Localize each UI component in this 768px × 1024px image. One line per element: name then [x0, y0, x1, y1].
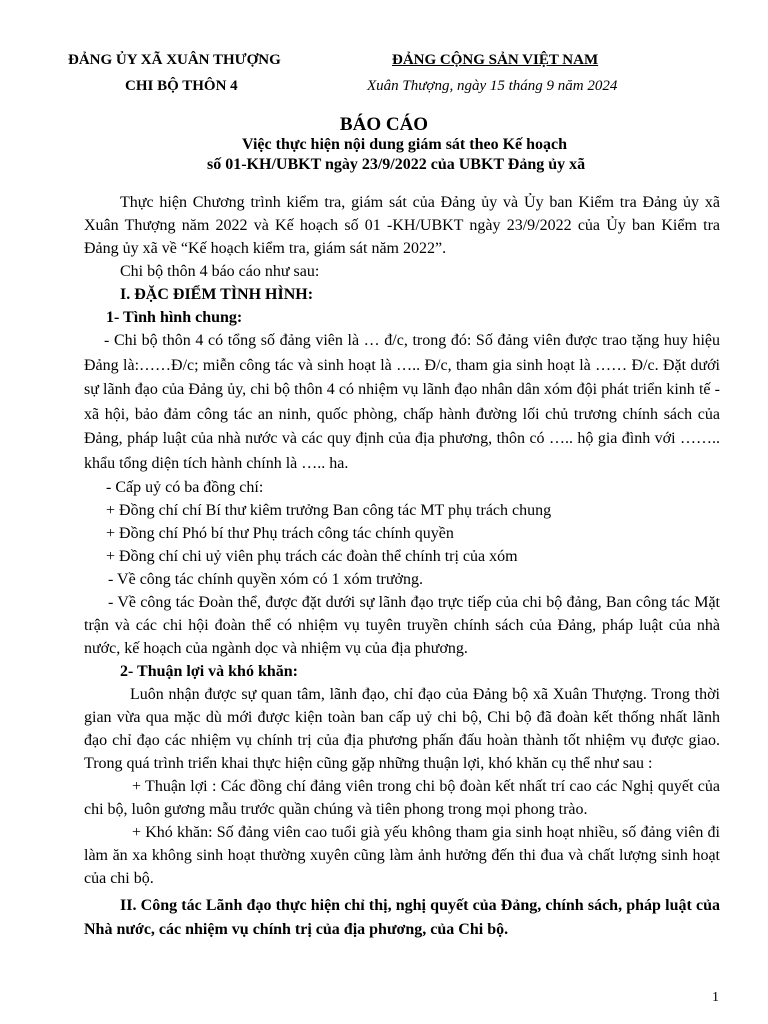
- advantages-paragraph: + Thuận lợi : Các đồng chí đảng viên trong chi bộ đoàn kết nhất trí cao các Nghị quyết của chi bộ, luôn gương mẫu trước quần chúng và tiên phong trong mọi phong trào.: [84, 778, 720, 818]
- issuer-name: ĐẢNG ỦY XÃ XUÂN THƯỢNG: [68, 52, 281, 68]
- document-subtitle-line1: Việc thực hiện nội dung giám sát theo Kế hoạch: [242, 136, 568, 153]
- committee-item: + Đồng chí Phó bí thư Phụ trách công tác chính quyền: [106, 525, 454, 542]
- section-heading-I: I. ĐẶC ĐIỂM TÌNH HÌNH:: [120, 286, 314, 303]
- intro-paragraph: Thực hiện Chương trình kiểm tra, giám sát của Đảng ủy và Ủy ban Kiểm tra Đảng ủy xã Xuân Thượng năm 2022 và Kế hoạch số 01 -KH/UBKT ngày 23/9/2022 của Ủy ban Kiểm tra Đảng ủy xã về “Kế hoạch kiểm tra, giám sát năm 2022”.: [84, 194, 720, 257]
- party-name: ĐẢNG CỘNG SẢN VIỆT NAM: [392, 52, 599, 68]
- support-paragraph: Luôn nhận được sự quan tâm, lãnh đạo, chỉ đạo của Đảng bộ xã Xuân Thượng. Trong thời gian vừa qua mặc dù mới được kiện toàn ban cấp uỷ chi bộ, Chi bộ đã đoàn kết thống nhất lãnh đạo chỉ đạo các nhiệm vụ chính trị của địa phương phấn đấu hoàn thành tốt nhiệm vụ được giao. Trong quá trình triển khai thực hiện cũng gặp những thuận lợi, khó khăn cụ thể như sau :: [84, 686, 720, 772]
- committee-item: + Đồng chí chí Bí thư kiêm trưởng Ban công tác MT phụ trách chung: [106, 502, 552, 519]
- difficulties-paragraph: + Khó khăn: Số đảng viên cao tuổi già yếu không tham gia sinh hoạt nhiều, số đảng viên đi làm ăn xa không sinh hoạt thường xuyên cũng làm ảnh hưởng đến thi đua và chất lượng sinh hoạt của chi bộ.: [84, 824, 720, 887]
- subsection-heading-2: 2- Thuận lợi và khó khăn:: [120, 663, 298, 680]
- subsection-heading-1: 1- Tình hình chung:: [106, 309, 243, 326]
- intro-line: Chi bộ thôn 4 báo cáo như sau:: [120, 263, 320, 280]
- document-body: [84, 191, 720, 942]
- issuer-unit: CHI BỘ THÔN 4: [125, 78, 238, 94]
- page-number: 1: [712, 990, 719, 1005]
- document-title: BÁO CÁO: [339, 114, 429, 135]
- organizations-paragraph: - Về công tác Đoàn thể, được đặt dưới sự lãnh đạo trực tiếp của chi bộ đảng, Ban công tác Mặt trận và các chi hội đoàn thể có nhiệm vụ tuyên truyền chính sách của Đảng, pháp luật của nhà nước, kế hoạch của ngành dọc và nhiệm vụ của địa phương.: [84, 594, 720, 657]
- members-paragraph: - Chi bộ thôn 4 có tổng số đảng viên là … đ/c, trong đó: Số đảng viên được trao tặng huy hiệu Đảng là:……Đ/c; miễn công tác và sinh hoạt là ….. Đ/c, tham gia sinh hoạt là …… Đ/c. Đặt dưới sự lãnh đạo của Đảng ủy, chi bộ thôn 4 có nhiệm vụ lãnh đạo nhân dân xóm đội phát triển kinh tế -xã hội, bảo đảm công tác an ninh, quốc phòng, chấp hành đường lối chủ trương chính sách của Đảng, pháp luật của nhà nước và các quy định của địa phương, thôn có ….. hộ gia đình với …….. khẩu tổng diện tích hành chính là ….. ha.: [84, 332, 720, 472]
- section-heading-II: II. Công tác Lãnh đạo thực hiện chỉ thị, nghị quyết của Đảng, chính sách, pháp luật của Nhà nước, các nhiệm vụ chính trị của địa phương, của Chi bộ.: [84, 897, 720, 938]
- government-line: - Về công tác chính quyền xóm có 1 xóm trưởng.: [108, 571, 423, 588]
- document-subtitle-line2: số 01-KH/UBKT ngày 23/9/2022 của UBKT Đảng ủy xã: [207, 156, 586, 173]
- committee-item: + Đồng chí chi uỷ viên phụ trách các đoàn thể chính trị của xóm: [106, 548, 518, 565]
- committee-intro: - Cấp uỷ có ba đồng chí:: [106, 479, 264, 496]
- place-date: Xuân Thượng, ngày 15 tháng 9 năm 2024: [367, 78, 618, 94]
